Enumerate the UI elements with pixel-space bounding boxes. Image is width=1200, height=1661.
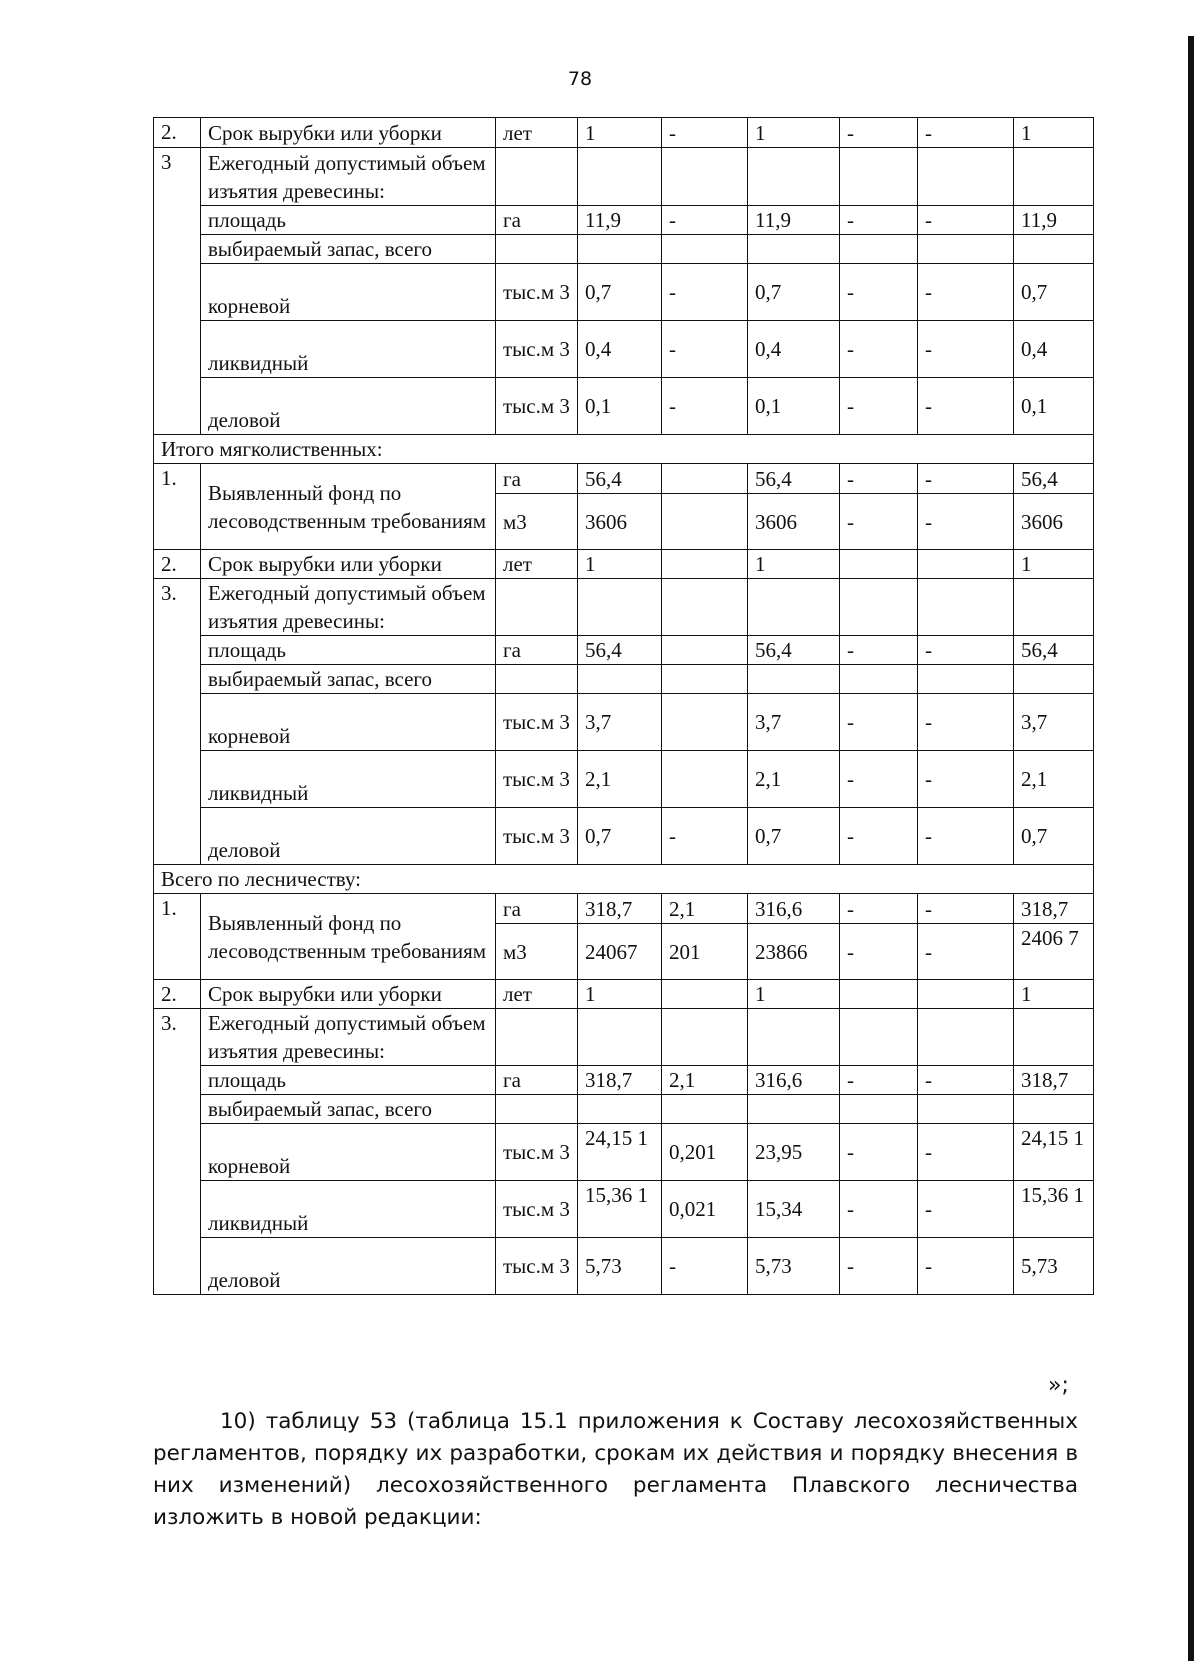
value-cell: 0,1 <box>748 378 840 435</box>
row-number: 2. <box>154 550 201 579</box>
unit-cell: лет <box>496 550 578 579</box>
value-cell: - <box>840 321 918 378</box>
value-cell <box>840 148 918 206</box>
indicator-name: выбираемый запас, всего <box>201 235 496 264</box>
value-cell: 0,4 <box>1014 321 1094 378</box>
value-cell <box>578 235 662 264</box>
value-cell: - <box>840 751 918 808</box>
value-cell: 316,6 <box>748 894 840 924</box>
value-cell: - <box>918 206 1014 235</box>
value-cell: - <box>918 464 1014 494</box>
value-cell: - <box>840 894 918 924</box>
table-body <box>154 118 1094 1295</box>
value-cell: 0,7 <box>578 264 662 321</box>
indicator-name: Срок вырубки или уборки <box>201 118 496 148</box>
value-cell <box>840 550 918 579</box>
value-cell <box>662 665 748 694</box>
value-cell: 316,6 <box>748 1066 840 1095</box>
value-cell <box>662 1009 748 1066</box>
value-cell <box>1014 665 1094 694</box>
value-cell <box>578 579 662 636</box>
value-cell <box>662 464 748 494</box>
value-cell <box>1014 235 1094 264</box>
table-row <box>154 1095 1094 1124</box>
row-number: 2. <box>154 118 201 148</box>
section-label: Всего по лесничеству: <box>154 865 1094 894</box>
value-cell: 0,1 <box>1014 378 1094 435</box>
indicator-name: площадь <box>201 206 496 235</box>
value-cell: 15,36 1 <box>1014 1181 1094 1238</box>
value-cell: 3606 <box>578 494 662 550</box>
table-row <box>154 378 1094 435</box>
page-number: 78 <box>567 68 593 90</box>
table-row <box>154 321 1094 378</box>
value-cell: - <box>840 378 918 435</box>
value-cell: - <box>840 1238 918 1295</box>
unit-cell: га <box>496 464 578 494</box>
unit-cell: тыс.м 3 <box>496 1124 578 1181</box>
page-edge-shadow <box>1188 36 1194 1661</box>
value-cell: - <box>918 894 1014 924</box>
value-cell: 5,73 <box>1014 1238 1094 1295</box>
value-cell: 24,15 1 <box>578 1124 662 1181</box>
value-cell: 0,1 <box>578 378 662 435</box>
value-cell: 1 <box>1014 550 1094 579</box>
indicator-name: корневой <box>201 1124 496 1181</box>
value-cell: 5,73 <box>748 1238 840 1295</box>
value-cell: - <box>662 118 748 148</box>
unit-cell: тыс.м 3 <box>496 264 578 321</box>
value-cell: 3,7 <box>748 694 840 751</box>
unit-cell: тыс.м 3 <box>496 378 578 435</box>
value-cell: - <box>662 1238 748 1295</box>
value-cell: - <box>840 1066 918 1095</box>
value-cell: 0,7 <box>1014 264 1094 321</box>
unit-cell <box>496 1095 578 1124</box>
indicator-name: Ежегодный допустимый объем изъятия древесины: <box>201 148 496 206</box>
row-number: 3. <box>154 1009 201 1295</box>
row-number: 1. <box>154 894 201 980</box>
value-cell: - <box>662 264 748 321</box>
value-cell <box>578 148 662 206</box>
indicator-name: площадь <box>201 1066 496 1095</box>
value-cell: 2,1 <box>748 751 840 808</box>
value-cell <box>662 636 748 665</box>
value-cell <box>840 980 918 1009</box>
table-row <box>154 118 1094 148</box>
value-cell: 0,7 <box>1014 808 1094 865</box>
indicator-name: деловой <box>201 1238 496 1295</box>
forest-volume-table <box>153 117 1094 1295</box>
value-cell: 56,4 <box>1014 636 1094 665</box>
value-cell: 56,4 <box>578 464 662 494</box>
value-cell: - <box>840 494 918 550</box>
indicator-name: Выявленный фонд по лесоводственным требованиям <box>201 464 496 550</box>
row-number: 1. <box>154 464 201 550</box>
value-cell: - <box>840 118 918 148</box>
value-cell: 11,9 <box>578 206 662 235</box>
value-cell: 1 <box>1014 980 1094 1009</box>
value-cell <box>1014 1095 1094 1124</box>
value-cell: 56,4 <box>1014 464 1094 494</box>
value-cell: 201 <box>662 924 748 980</box>
value-cell <box>918 148 1014 206</box>
amendment-text: 10) таблицу 53 (таблица 15.1 приложения к Составу лесохозяйственных регламентов, порядку их разработки, срокам их действия и порядку внесения в них изменений) лесохозяйственного регламента Плавского лесничества изложить в новой редакции: <box>153 1409 1078 1530</box>
table-row <box>154 1124 1094 1181</box>
value-cell: 318,7 <box>1014 894 1094 924</box>
indicator-name: Срок вырубки или уборки <box>201 550 496 579</box>
value-cell <box>748 1009 840 1066</box>
value-cell: 11,9 <box>1014 206 1094 235</box>
value-cell: - <box>918 751 1014 808</box>
value-cell <box>840 235 918 264</box>
unit-cell: тыс.м 3 <box>496 1238 578 1295</box>
value-cell: 3606 <box>748 494 840 550</box>
value-cell: - <box>918 1181 1014 1238</box>
value-cell <box>918 579 1014 636</box>
table-row <box>154 264 1094 321</box>
value-cell: - <box>840 694 918 751</box>
value-cell: 5,73 <box>578 1238 662 1295</box>
value-cell: 3606 <box>1014 494 1094 550</box>
value-cell <box>918 980 1014 1009</box>
indicator-name: Ежегодный допустимый объем изъятия древесины: <box>201 1009 496 1066</box>
value-cell: 1 <box>748 118 840 148</box>
table-row <box>154 235 1094 264</box>
value-cell <box>578 1095 662 1124</box>
table-row <box>154 550 1094 579</box>
table-row <box>154 636 1094 665</box>
value-cell <box>918 1095 1014 1124</box>
indicator-name: ликвидный <box>201 751 496 808</box>
table-row <box>154 808 1094 865</box>
unit-cell: м3 <box>496 924 578 980</box>
unit-cell: га <box>496 894 578 924</box>
value-cell <box>840 1009 918 1066</box>
value-cell: 2,1 <box>1014 751 1094 808</box>
value-cell: 11,9 <box>748 206 840 235</box>
value-cell: - <box>662 378 748 435</box>
value-cell: 0,7 <box>578 808 662 865</box>
value-cell: 2,1 <box>578 751 662 808</box>
unit-cell: тыс.м 3 <box>496 751 578 808</box>
value-cell: - <box>840 808 918 865</box>
table-row <box>154 894 1094 924</box>
unit-cell: га <box>496 206 578 235</box>
value-cell <box>578 665 662 694</box>
value-cell: 3,7 <box>578 694 662 751</box>
indicator-name: ликвидный <box>201 321 496 378</box>
indicator-name: Срок вырубки или уборки <box>201 980 496 1009</box>
value-cell <box>662 1095 748 1124</box>
unit-cell: лет <box>496 980 578 1009</box>
value-cell <box>748 1095 840 1124</box>
value-cell: 318,7 <box>578 1066 662 1095</box>
value-cell <box>662 235 748 264</box>
value-cell: 56,4 <box>748 464 840 494</box>
row-number: 2. <box>154 980 201 1009</box>
value-cell: 0,201 <box>662 1124 748 1181</box>
value-cell: 56,4 <box>578 636 662 665</box>
unit-cell <box>496 579 578 636</box>
unit-cell: тыс.м 3 <box>496 321 578 378</box>
value-cell: 23866 <box>748 924 840 980</box>
value-cell: 24,15 1 <box>1014 1124 1094 1181</box>
value-cell <box>748 235 840 264</box>
indicator-name: Выявленный фонд по лесоводственным требованиям <box>201 894 496 980</box>
value-cell <box>662 550 748 579</box>
amendment-paragraph <box>153 1406 1078 1534</box>
value-cell: 0,7 <box>748 264 840 321</box>
value-cell <box>662 694 748 751</box>
value-cell: - <box>918 118 1014 148</box>
unit-cell <box>496 665 578 694</box>
value-cell <box>1014 579 1094 636</box>
value-cell: 2,1 <box>662 1066 748 1095</box>
value-cell: 3,7 <box>1014 694 1094 751</box>
closing-quote: »; <box>1048 1373 1069 1398</box>
value-cell: - <box>918 924 1014 980</box>
indicator-name: корневой <box>201 694 496 751</box>
value-cell: 1 <box>578 118 662 148</box>
value-cell: - <box>840 264 918 321</box>
value-cell: - <box>840 464 918 494</box>
value-cell: - <box>662 206 748 235</box>
value-cell: - <box>662 321 748 378</box>
unit-cell: га <box>496 636 578 665</box>
unit-cell: м3 <box>496 494 578 550</box>
value-cell <box>918 550 1014 579</box>
value-cell: 318,7 <box>578 894 662 924</box>
unit-cell: тыс.м 3 <box>496 808 578 865</box>
value-cell: 23,95 <box>748 1124 840 1181</box>
value-cell: - <box>918 264 1014 321</box>
row-number: 3 <box>154 148 201 435</box>
value-cell: - <box>918 1238 1014 1295</box>
value-cell: - <box>840 1124 918 1181</box>
value-cell <box>918 665 1014 694</box>
value-cell: 24067 <box>578 924 662 980</box>
value-cell: 1 <box>748 550 840 579</box>
value-cell <box>840 1095 918 1124</box>
value-cell: - <box>662 808 748 865</box>
value-cell: 2406 7 <box>1014 924 1094 980</box>
value-cell <box>578 1009 662 1066</box>
value-cell: - <box>918 1124 1014 1181</box>
value-cell <box>662 980 748 1009</box>
section-row <box>154 865 1094 894</box>
unit-cell <box>496 1009 578 1066</box>
value-cell: 0,4 <box>748 321 840 378</box>
unit-cell: га <box>496 1066 578 1095</box>
value-cell <box>1014 148 1094 206</box>
indicator-name: Ежегодный допустимый объем изъятия древесины: <box>201 579 496 636</box>
value-cell: 15,36 1 <box>578 1181 662 1238</box>
value-cell: 1 <box>1014 118 1094 148</box>
value-cell: 318,7 <box>1014 1066 1094 1095</box>
value-cell: - <box>918 1066 1014 1095</box>
row-number: 3. <box>154 579 201 865</box>
value-cell: 1 <box>748 980 840 1009</box>
indicator-name: выбираемый запас, всего <box>201 1095 496 1124</box>
value-cell <box>748 148 840 206</box>
indicator-name: деловой <box>201 808 496 865</box>
value-cell: - <box>840 206 918 235</box>
value-cell: - <box>918 808 1014 865</box>
unit-cell: лет <box>496 118 578 148</box>
table-row <box>154 206 1094 235</box>
unit-cell <box>496 148 578 206</box>
indicator-name: ликвидный <box>201 1181 496 1238</box>
table-row <box>154 980 1094 1009</box>
table-row <box>154 1238 1094 1295</box>
indicator-name: деловой <box>201 378 496 435</box>
indicator-name: корневой <box>201 264 496 321</box>
value-cell <box>748 665 840 694</box>
value-cell <box>748 579 840 636</box>
table-row <box>154 1066 1094 1095</box>
section-label: Итого мягколиственных: <box>154 435 1094 464</box>
value-cell: 15,34 <box>748 1181 840 1238</box>
indicator-name: выбираемый запас, всего <box>201 665 496 694</box>
value-cell: - <box>918 694 1014 751</box>
table-row <box>154 464 1094 494</box>
table-row <box>154 665 1094 694</box>
value-cell: - <box>840 924 918 980</box>
unit-cell: тыс.м 3 <box>496 694 578 751</box>
value-cell: - <box>840 636 918 665</box>
indicator-name: площадь <box>201 636 496 665</box>
table-row <box>154 148 1094 206</box>
table-row <box>154 579 1094 636</box>
value-cell: 1 <box>578 980 662 1009</box>
value-cell <box>918 235 1014 264</box>
value-cell <box>840 665 918 694</box>
unit-cell: тыс.м 3 <box>496 1181 578 1238</box>
table-row <box>154 751 1094 808</box>
table-row <box>154 694 1094 751</box>
value-cell <box>662 579 748 636</box>
value-cell: 1 <box>578 550 662 579</box>
value-cell: 56,4 <box>748 636 840 665</box>
value-cell: - <box>840 1181 918 1238</box>
value-cell <box>662 751 748 808</box>
unit-cell <box>496 235 578 264</box>
value-cell: - <box>918 378 1014 435</box>
value-cell: 0,021 <box>662 1181 748 1238</box>
table-row <box>154 1009 1094 1066</box>
value-cell: - <box>918 321 1014 378</box>
table-row <box>154 1181 1094 1238</box>
value-cell: 2,1 <box>662 894 748 924</box>
value-cell <box>1014 1009 1094 1066</box>
value-cell: 0,7 <box>748 808 840 865</box>
value-cell <box>662 148 748 206</box>
section-row <box>154 435 1094 464</box>
value-cell: 0,4 <box>578 321 662 378</box>
value-cell: - <box>918 636 1014 665</box>
value-cell <box>918 1009 1014 1066</box>
value-cell: - <box>918 494 1014 550</box>
value-cell <box>840 579 918 636</box>
value-cell <box>662 494 748 550</box>
